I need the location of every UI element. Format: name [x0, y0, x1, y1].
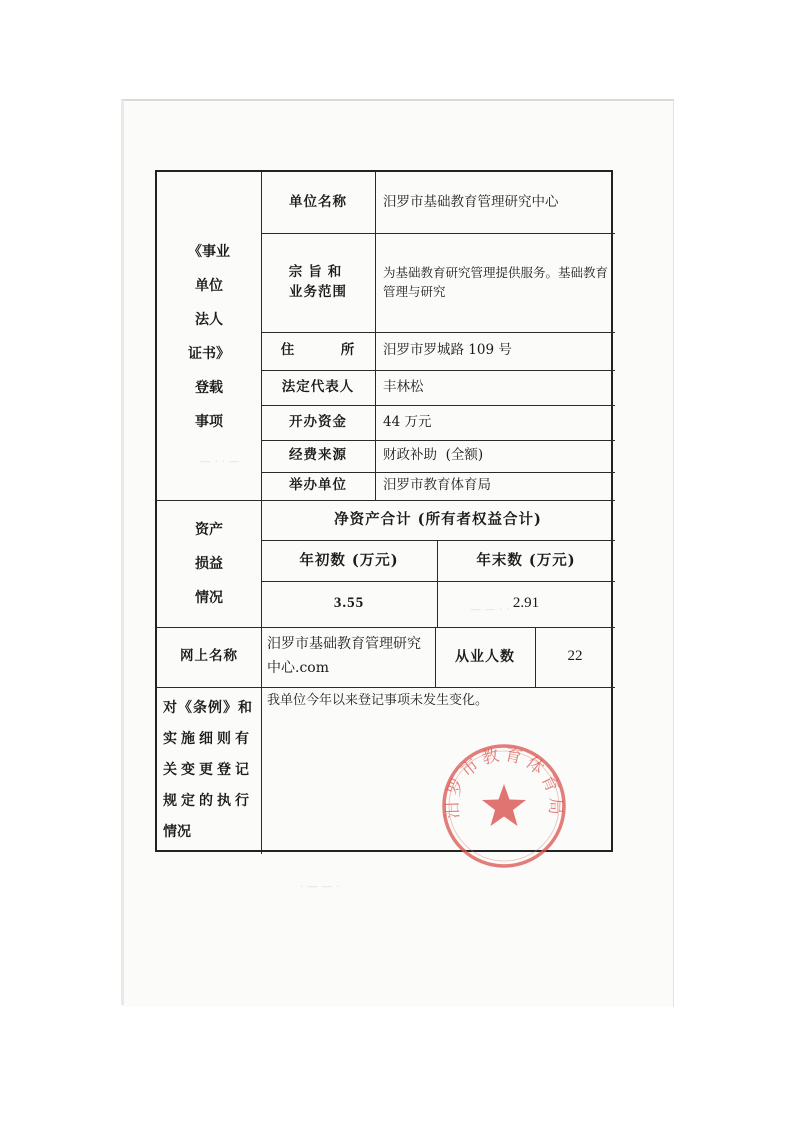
- show-through-marks: · — — ·: [300, 880, 340, 893]
- purpose-scope-label: 宗旨和 业务范围: [288, 263, 348, 300]
- regulation-value: 我单位今年以来登记事项未发生变化。: [267, 692, 489, 708]
- funding-source-label: 经费来源: [289, 447, 347, 464]
- label-line: 事项: [195, 414, 223, 430]
- online-name-value: 汨罗市基础教育管理研究 中心.com: [267, 636, 421, 676]
- sponsor-label: 举办单位: [289, 477, 347, 494]
- address-value: 汨罗市罗城路 109 号: [383, 342, 512, 359]
- official-seal: [440, 742, 568, 870]
- staff-count-label: 从业人数: [455, 648, 515, 665]
- legal-rep-value: 丰林松: [383, 378, 424, 395]
- show-through-marks: — · · —: [200, 455, 240, 468]
- end-year-header: 年末数 (万元): [476, 551, 576, 569]
- unit-name-label: 单位名称: [289, 193, 347, 210]
- end-year-value: 2.91: [512, 595, 540, 612]
- label-line: 法人: [195, 312, 223, 328]
- assets-label: 资产 损益 情况: [195, 521, 223, 606]
- funds-label: 开办资金: [289, 413, 347, 430]
- purpose-scope-value: 为基础教育研究管理提供服务。基础教育管理与研究: [383, 264, 609, 299]
- legal-rep-label: 法定代表人: [281, 378, 355, 395]
- funds-value: 44 万元: [383, 413, 432, 430]
- seal-text: 汨罗市教育体育局: [442, 744, 566, 820]
- begin-year-value: 3.55: [333, 595, 365, 612]
- address-label: 住 所: [280, 342, 356, 359]
- staff-count-value: 22: [567, 648, 583, 665]
- paper-edge: [121, 100, 124, 1005]
- label-line: 登载: [195, 380, 223, 396]
- registration-items-label: [157, 202, 261, 472]
- regulation-label: 对《条例》和 实施细则有 关变更登记 规定的执行 情况: [163, 700, 253, 840]
- show-through-marks: — — · ·: [470, 603, 510, 616]
- online-name-label: 网上名称: [180, 648, 238, 665]
- begin-year-header: 年初数 (万元): [299, 551, 399, 569]
- net-assets-header: 净资产合计 (所有者权益合计): [334, 511, 542, 529]
- unit-name-value: 汨罗市基础教育管理研究中心: [383, 193, 559, 210]
- label-line: 《事业: [188, 244, 230, 260]
- funding-source-value: 财政补助 (全额): [383, 447, 484, 464]
- sponsor-value: 汨罗市教育体育局: [383, 477, 491, 494]
- label-line: 单位: [195, 278, 223, 294]
- label-line: 证书》: [188, 346, 230, 362]
